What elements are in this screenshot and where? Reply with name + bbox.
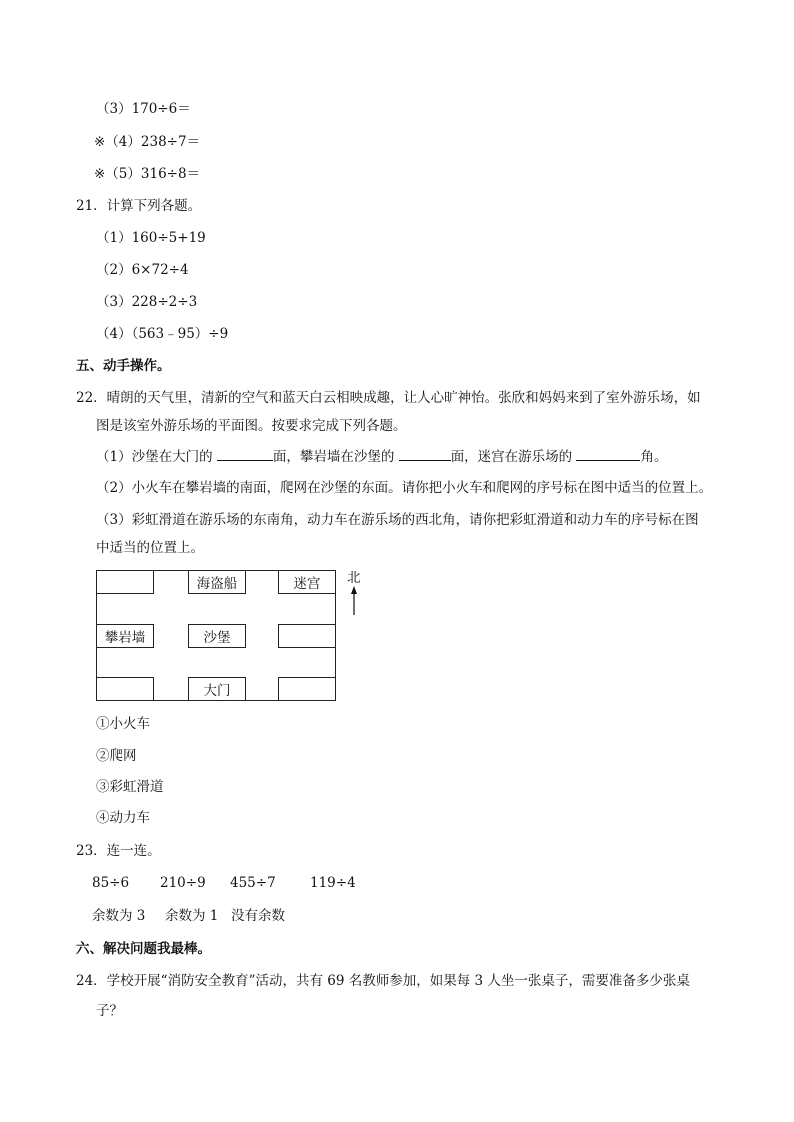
option-1: ①小火车 — [96, 716, 150, 732]
option-4: ④动力车 — [96, 810, 150, 826]
map-cell-maze: 迷宫 — [278, 570, 336, 594]
q22-part1-text-c: 面，迷宫在游乐场的 — [450, 449, 573, 465]
q22-blank-2[interactable] — [399, 446, 451, 461]
q22-part1 — [96, 446, 667, 467]
q22-stem-line2: 图是该室外游乐场的平面图。按要求完成下列各题。 — [96, 418, 407, 434]
section-6-title: 六、解决问题我最棒。 — [76, 941, 211, 957]
map-cell-sandcastle: 沙堡 — [188, 624, 246, 648]
map-cell-pirate-ship: 海盗船 — [188, 570, 246, 594]
q21-title: 21．计算下列各题。 — [76, 198, 202, 214]
q24-line2: 子？ — [96, 1003, 123, 1019]
map-cell-gate: 大门 — [188, 677, 246, 701]
q22-part3-line2: 中适当的位置上。 — [96, 540, 204, 556]
q22-part1-text-b: 面，攀岩墙在沙堡的 — [272, 449, 395, 465]
north-label: 北 — [347, 570, 361, 586]
q22-blank-1[interactable] — [217, 446, 273, 461]
park-map — [96, 570, 336, 701]
map-cell-top-left[interactable] — [96, 570, 154, 594]
q24-line1: 24．学校开展“消防安全教育”活动，共有 69 名教师参加，如果每 3 人坐一张桌子，需要准备多少张桌 — [76, 973, 690, 989]
q23-remainder-3[interactable]: 没有余数 — [231, 908, 285, 924]
map-cell-climbing-wall: 攀岩墙 — [96, 624, 154, 648]
option-2: ②爬网 — [96, 748, 137, 764]
option-3: ③彩虹滑道 — [96, 779, 164, 795]
q23-expr-2[interactable]: 210÷9 — [160, 875, 206, 891]
north-indicator — [347, 570, 365, 616]
q23-remainder-2[interactable]: 余数为 1 — [165, 908, 219, 924]
q21-item-2: （2）6×72÷4 — [96, 262, 189, 278]
q21-item-4: （4）（563﹣95）÷9 — [96, 326, 229, 342]
q22-blank-3[interactable] — [576, 446, 640, 461]
q23-remainder-1[interactable]: 余数为 3 — [92, 908, 146, 924]
q21-item-1: （1）160÷5+19 — [96, 230, 206, 246]
q22-part3-line1: （3）彩虹滑道在游乐场的东南角，动力车在游乐场的西北角，请你把彩虹滑道和动力车的序号标在图 — [96, 512, 699, 528]
section-5-title: 五、动手操作。 — [76, 358, 171, 374]
map-cell-bottom-right[interactable] — [278, 677, 336, 701]
q23-title: 23．连一连。 — [76, 843, 161, 859]
map-cell-mid-right[interactable] — [278, 624, 336, 648]
north-arrow-icon — [347, 586, 361, 616]
q23-expr-3[interactable]: 455÷7 — [230, 875, 276, 891]
q23-expr-4[interactable]: 119÷4 — [310, 875, 356, 891]
q23-expr-1[interactable]: 85÷6 — [92, 875, 130, 891]
q20-item-4: ※（4）238÷7＝ — [94, 134, 201, 150]
q22-part1-text-d: 角。 — [640, 449, 668, 465]
q22-stem-line1: 22．晴朗的天气里，清新的空气和蓝天白云相映成趣，让人心旷神怡。张欣和妈妈来到了室外游乐场，如 — [76, 390, 701, 406]
q20-item-5: ※（5）316÷8＝ — [94, 166, 201, 182]
map-cell-bottom-left[interactable] — [96, 677, 154, 701]
q22-part2: （2）小火车在攀岩墙的南面，爬网在沙堡的东面。请你把小火车和爬网的序号标在图中适当的位置上。 — [96, 480, 713, 496]
q21-item-3: （3）228÷2÷3 — [96, 294, 198, 310]
q20-item-3: （3）170÷6＝ — [96, 101, 191, 117]
q22-part1-text-a: （1）沙堡在大门的 — [96, 449, 213, 465]
